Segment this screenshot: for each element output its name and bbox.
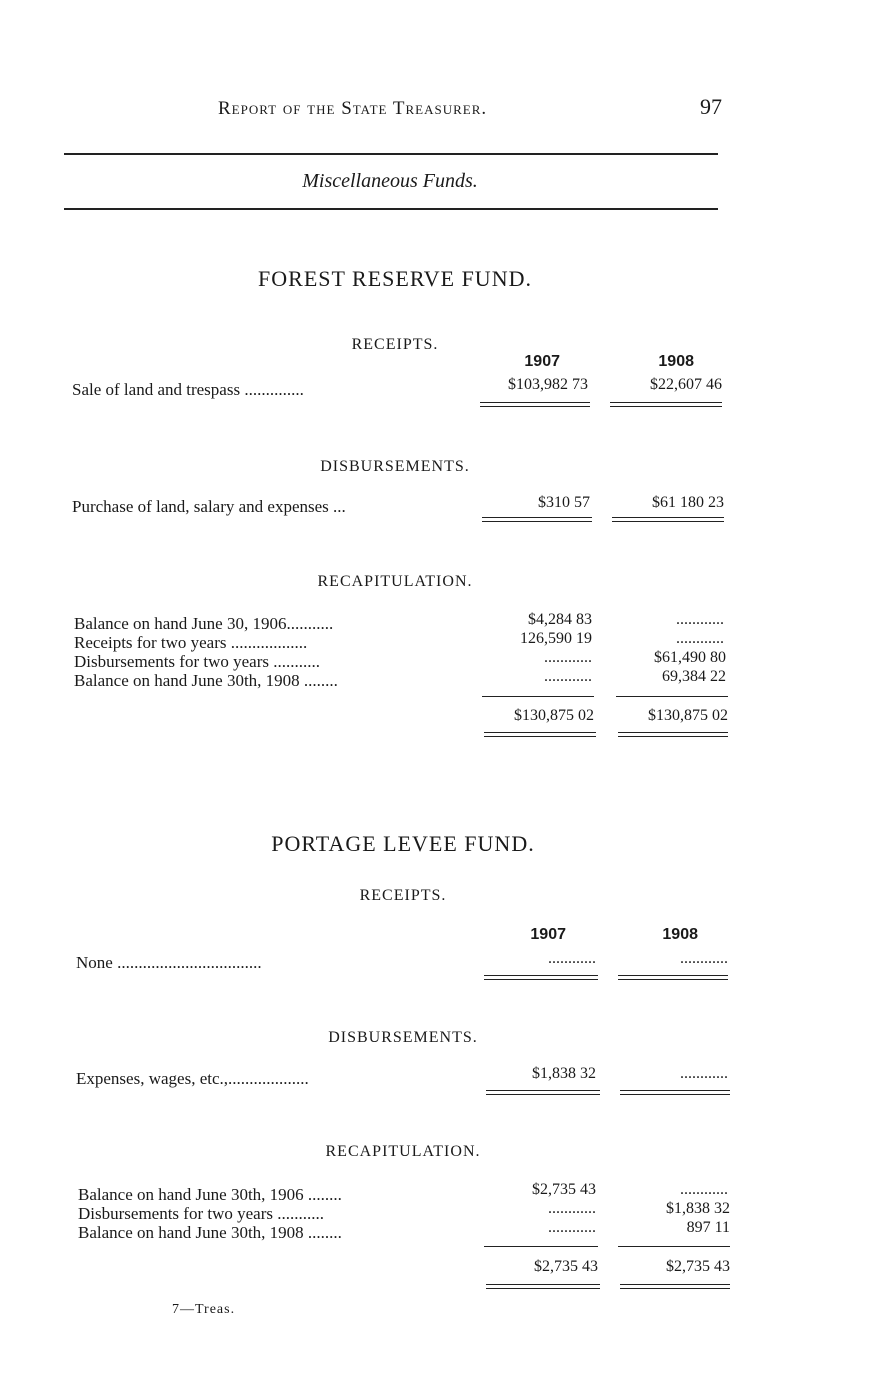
forest-disbursements-rule-1907 bbox=[482, 517, 592, 522]
forest-year-1908: 1908 bbox=[658, 353, 694, 370]
forest-disbursements-row-1907: $310 57 bbox=[538, 494, 590, 511]
forest-recap-row-col2: ............ bbox=[676, 630, 724, 647]
forest-receipts-rule-1908 bbox=[610, 402, 722, 407]
portage-disbursements-heading: DISBURSEMENTS. bbox=[328, 1029, 478, 1046]
forest-disbursements-row-1908: $61 180 23 bbox=[652, 494, 724, 511]
forest-recap-row-col1: ............ bbox=[544, 668, 592, 685]
forest-receipts-row-1907: $103,982 73 bbox=[508, 376, 588, 393]
forest-receipts-row-label: Sale of land and trespass .............. bbox=[72, 380, 304, 399]
portage-recap-row-col1: ............ bbox=[548, 1200, 596, 1217]
running-header-title: Report of the State Treasurer. bbox=[218, 98, 488, 119]
portage-receipts-row-1907: ............ bbox=[548, 950, 596, 967]
portage-recap-row-col1: ............ bbox=[548, 1219, 596, 1236]
forest-recap-row-label: Balance on hand June 30th, 1908 ........ bbox=[74, 671, 338, 690]
forest-disbursements-row-label: Purchase of land, salary and expenses ... bbox=[72, 497, 346, 516]
portage-disbursements-rule-1908 bbox=[620, 1090, 730, 1095]
portage-recap-row-col2: ............ bbox=[680, 1181, 728, 1198]
forest-recap-row-col2: 69,384 22 bbox=[662, 668, 726, 685]
portage-year-1907: 1907 bbox=[530, 926, 566, 943]
forest-receipts-rule-1907 bbox=[480, 402, 590, 407]
portage-receipts-rule-1908 bbox=[618, 975, 728, 980]
portage-recap-sum-rule-col1 bbox=[484, 1246, 598, 1247]
portage-recap-row-col2: 897 11 bbox=[686, 1219, 730, 1236]
forest-fund-title: FOREST RESERVE FUND. bbox=[258, 266, 532, 291]
signature-mark: 7—Treas. bbox=[172, 1302, 236, 1317]
forest-year-1907: 1907 bbox=[524, 353, 560, 370]
forest-recap-total-rule-col1 bbox=[484, 732, 596, 737]
portage-disbursements-row-label: Expenses, wages, etc.,................... bbox=[76, 1069, 309, 1088]
section-subtitle: Miscellaneous Funds. bbox=[302, 170, 478, 192]
header-rule-top bbox=[64, 153, 718, 155]
forest-recap-sum-rule-col2 bbox=[616, 696, 728, 697]
forest-recap-row-col1: $4,284 83 bbox=[528, 611, 592, 628]
portage-year-1908: 1908 bbox=[662, 926, 698, 943]
portage-recap-heading: RECAPITULATION. bbox=[325, 1143, 481, 1160]
forest-receipts-row-1908: $22,607 46 bbox=[650, 376, 722, 393]
portage-receipts-row-1908: ............ bbox=[680, 950, 728, 967]
portage-disbursements-row-1907: $1,838 32 bbox=[532, 1065, 596, 1082]
portage-recap-row-label: Balance on hand June 30th, 1906 ........ bbox=[78, 1185, 342, 1204]
forest-recap-row-label: Balance on hand June 30, 1906........... bbox=[74, 614, 334, 633]
forest-disbursements-rule-1908 bbox=[612, 517, 724, 522]
forest-recap-row-col2: $61,490 80 bbox=[654, 649, 726, 666]
header-rule-bottom bbox=[64, 208, 718, 210]
portage-recap-row-col2: $1,838 32 bbox=[666, 1200, 730, 1217]
portage-recap-row-col1: $2,735 43 bbox=[532, 1181, 596, 1198]
forest-receipts-heading: RECEIPTS. bbox=[351, 336, 439, 353]
portage-recap-row-label: Disbursements for two years ........... bbox=[78, 1204, 324, 1223]
portage-receipts-rule-1907 bbox=[484, 975, 598, 980]
portage-fund-title: PORTAGE LEVEE FUND. bbox=[271, 831, 535, 856]
portage-receipts-heading: RECEIPTS. bbox=[359, 887, 447, 904]
forest-recap-sum-rule-col1 bbox=[482, 696, 594, 697]
forest-recap-row-col1: 126,590 19 bbox=[520, 630, 592, 647]
forest-recap-row-label: Receipts for two years .................. bbox=[74, 633, 308, 652]
page-number: 97 bbox=[700, 94, 722, 119]
forest-disbursements-heading: DISBURSEMENTS. bbox=[320, 458, 470, 475]
portage-recap-total-rule-col2 bbox=[620, 1284, 730, 1289]
forest-recap-total-col2: $130,875 02 bbox=[648, 707, 728, 724]
portage-recap-total-col1: $2,735 43 bbox=[534, 1258, 598, 1275]
portage-recap-row-label: Balance on hand June 30th, 1908 ........ bbox=[78, 1223, 342, 1242]
forest-recap-total-col1: $130,875 02 bbox=[514, 707, 594, 724]
portage-disbursements-row-1908: ............ bbox=[680, 1065, 728, 1082]
portage-disbursements-rule-1907 bbox=[486, 1090, 600, 1095]
forest-recap-row-label: Disbursements for two years ........... bbox=[74, 652, 320, 671]
forest-recap-heading: RECAPITULATION. bbox=[317, 573, 473, 590]
forest-recap-total-rule-col2 bbox=[618, 732, 728, 737]
portage-receipts-row-label: None .................................. bbox=[76, 953, 262, 972]
forest-recap-row-col2: ............ bbox=[676, 611, 724, 628]
portage-recap-total-col2: $2,735 43 bbox=[666, 1258, 730, 1275]
portage-recap-total-rule-col1 bbox=[486, 1284, 600, 1289]
forest-recap-row-col1: ............ bbox=[544, 649, 592, 666]
portage-recap-sum-rule-col2 bbox=[618, 1246, 730, 1247]
